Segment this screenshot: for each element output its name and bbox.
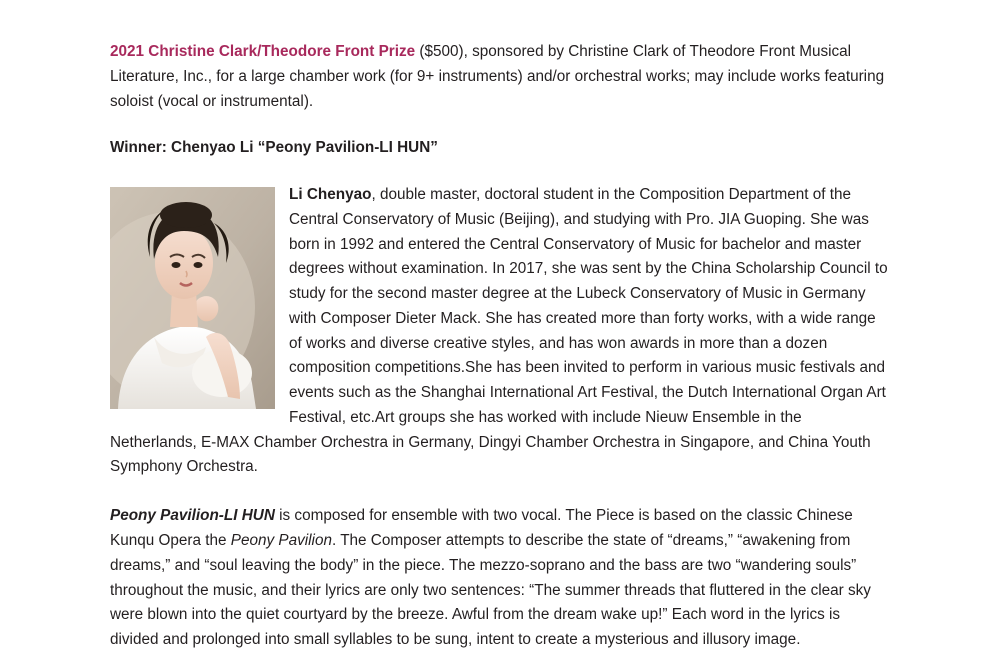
award-paragraph <box>110 40 890 114</box>
composer-name: Li Chenyao <box>289 186 372 204</box>
work-description-paragraph <box>110 504 890 653</box>
winner-paragraph <box>110 136 890 161</box>
work-title: Peony Pavilion-LI HUN <box>110 507 275 525</box>
composer-portrait-image <box>110 187 275 409</box>
biography-block <box>110 183 890 480</box>
award-description: ($500), sponsored by Christine Clark of Theodore Front Musical Literature, Inc., for a large chamber work (for 9+ instruments) and/or orchestral works; may include works featuring soloist (vocal or instrumental). <box>110 43 885 110</box>
work-description-part1: is composed for ensemble with two vocal. The Piece is based on the classic Chinese Kunqu Opera the <box>110 507 853 550</box>
opera-title: Peony Pavilion <box>230 532 332 550</box>
portrait-illustration <box>110 187 275 409</box>
award-description-paragraph <box>110 40 890 114</box>
winner-line: Winner: Chenyao Li “Peony Pavilion-LI HUN” <box>110 139 438 157</box>
work-description-part2: . The Composer attempts to describe the state of “dreams,” “awakening from dreams,” and “soul leaving the body” in the piece. The mezzo-soprano and the bass are two “wandering souls” throughout the music, and their lyrics are only two sentences: “The summer threads that fluttered in the clear sky were blown into the quiet courtyard by the breeze. Awful from the dream wake up!” Each word in the lyrics is divided and prolonged into small syllables to be sung, intent to create a mysterious and illusory image. <box>110 532 871 649</box>
award-title: 2021 Christine Clark/Theodore Front Prize <box>110 43 416 60</box>
composer-bio: , double master, doctoral student in the Composition Department of the Central Conservatory of Music (Beijing), and studying with Pro. JIA Guoping. She was born in 1992 and entered the Central Conservatory of Music for bachelor and master degrees without examination. In 2017, she was sent by the China Scholarship Council to study for the second master degree at the Lubeck Conservatory of Music in Germany with Composer Dieter Mack. She has created more than forty works, with a wide range of works and diverse creative styles, and has won awards in more than a dozen composition competitions.She has been invited to perform in various music festivals and events such as the Shanghai International Art Festival, the Dutch International Organ Art Festival, etc.Art groups she has worked with include Nieuw Ensemble in the Netherlands, E-MAX Chamber Orchestra in Germany, Dingyi Chamber Orchestra in Singapore, and China Youth Symphony Orchestra. <box>110 186 888 476</box>
work-description <box>110 504 890 653</box>
